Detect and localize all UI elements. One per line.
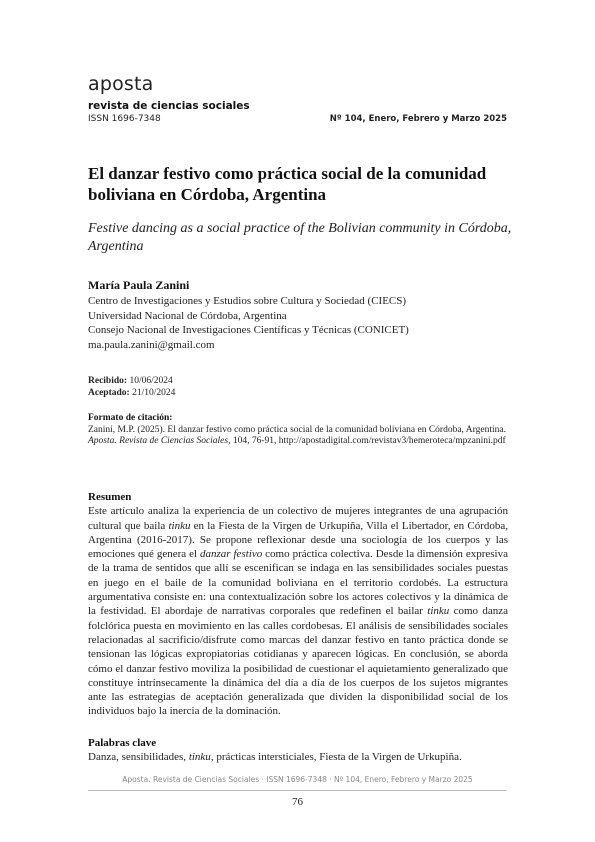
journal-name: aposta bbox=[88, 73, 154, 95]
keywords-section bbox=[88, 736, 513, 765]
page-number: 76 bbox=[292, 796, 303, 808]
affiliation: Universidad Nacional de Córdoba, Argentina bbox=[88, 309, 287, 322]
accepted-value: 21/10/2024 bbox=[132, 387, 176, 398]
author-block bbox=[88, 278, 508, 352]
keywords-list: Danza, sensibilidades, tinku, prácticas intersticiales, Fiesta de la Virgen de Urkupiña. bbox=[88, 751, 462, 764]
accepted-label: Aceptado: bbox=[88, 387, 130, 398]
received-label: Recibido: bbox=[88, 376, 128, 386]
keywords-heading: Palabras clave bbox=[88, 737, 157, 749]
footer-divider bbox=[88, 790, 507, 791]
citation-volume: , 104, 76-91, bbox=[228, 436, 277, 446]
article-title-english: Festive dancing as a social practice of the Bolivian community in Córdoba, Argentina bbox=[88, 221, 512, 254]
issue-info: Nº 104, Enero, Febrero y Marzo 2025 bbox=[329, 114, 507, 124]
citation-block bbox=[88, 413, 513, 448]
author-email[interactable]: ma.paula.zanini@gmail.com bbox=[88, 338, 215, 351]
dates-block bbox=[88, 376, 175, 399]
abstract-body: Este artículo analiza la experiencia de un colectivo de mujeres integrantes de una agrupación cultural que baila tinku en la Fiesta de la Virgen de Urkupiña, Villa el Libertador, en Córdoba, Argentina (2016-2017). Se propone reflexionar desde una sociología de los cuerpos y las emociones qué genera el danzar festivo como práctica colectiva. Desde la dimensión expresiva de la trama de sentidos que allí se escenifican se indaga en las sensibilidades sociales puestas en juego en el baile de la comunidad boliviana en el territorio cordobés. La estructura argumentativa consiste en: una contextualización sobre los actores colectivos y la dinámica de la festividad. El abordaje de narrativas corporales que redefinen el bailar tinku como danza folclórica puesta en movimiento en las calles cordobesas. El análisis de sensibilidades sociales relacionadas al sacrificio/disfrute como marcas del danzar festivo en tanto práctica donde se tensionan las lógicas expropiatorias cotidianas y aparecen lógicas. En conclusión, se aborda cómo el danzar festivo moviliza la posibilidad de cuestionar el aquietamiento generalizado que constituye intrínsecamente la dinámica del día a día de los cuerpos de los sujetos migrantes ante las estrategias de aceptación generalizada que dividen la disponibilidad social de los individuos bajo la inercia de la dominación. bbox=[88, 505, 509, 718]
citation-heading: Formato de citación: bbox=[88, 413, 173, 423]
footer-text: Aposta. Revista de Ciencias Sociales · ISSN 1696-7348 · Nº 104, Enero, Febrero y Marzo 2025 bbox=[122, 775, 473, 784]
citation-url[interactable]: http://apostadigital.com/revistav3/hemeroteca/mpzanini.pdf bbox=[278, 436, 506, 446]
affiliation: Consejo Nacional de Investigaciones Científicas y Técnicas (CONICET) bbox=[88, 324, 409, 337]
author-name: María Paula Zanini bbox=[88, 278, 190, 292]
journal-subtitle: revista de ciencias sociales bbox=[88, 100, 250, 112]
issn: ISSN 1696-7348 bbox=[88, 114, 161, 124]
citation-text: Zanini, M.P. (2025). El danzar festivo como práctica social de la comunidad boliviana en Córdoba, Argentina. bbox=[88, 424, 506, 435]
accepted-date bbox=[88, 388, 175, 400]
abstract-section bbox=[88, 490, 508, 719]
article-title: El danzar festivo como práctica social de la comunidad boliviana en Córdoba, Argentina bbox=[88, 164, 487, 204]
citation-journal: Aposta. Revista de Ciencias Sociales bbox=[88, 436, 229, 446]
received-value: 10/06/2024 bbox=[129, 376, 173, 386]
abstract-heading: Resumen bbox=[88, 491, 132, 503]
affiliation: Centro de Investigaciones y Estudios sobre Cultura y Sociedad (CIECS) bbox=[88, 295, 407, 308]
received-date bbox=[88, 376, 175, 388]
